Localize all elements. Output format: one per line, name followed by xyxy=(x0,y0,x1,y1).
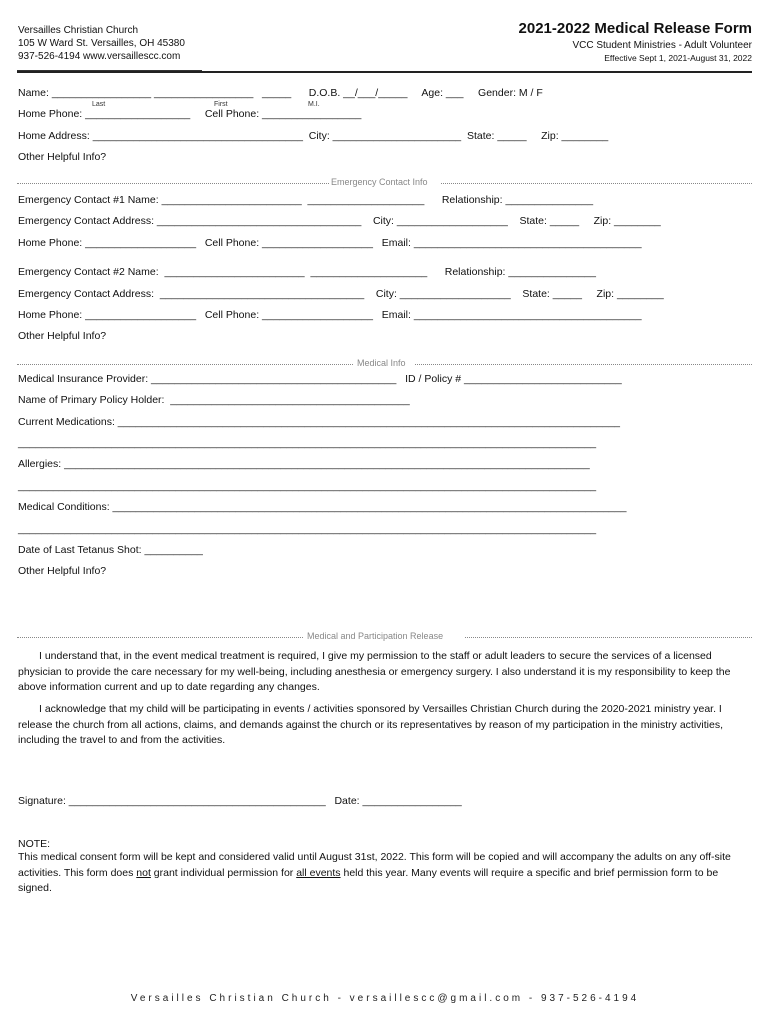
other-info-medical[interactable]: Other Helpful Info? xyxy=(18,565,107,577)
medications-line-2[interactable]: ___________________________________________________________________________________________________ xyxy=(18,437,597,449)
note-emphasis-all-events: all events xyxy=(296,866,341,879)
header-divider xyxy=(17,71,752,73)
org-contact: 937-526-4194 www.versaillescc.com xyxy=(18,51,181,62)
emergency1-phone-line[interactable]: Home Phone: ___________________ Cell Phone: ___________________ Email: _______________________________________ xyxy=(18,237,642,249)
conditions-line-2[interactable]: ___________________________________________________________________________________________________ xyxy=(18,523,597,535)
home-address-line[interactable]: Home Address: ____________________________________ City: ______________________ State: _____ Zip: ________ xyxy=(18,130,609,142)
section-label-medical: Medical Info xyxy=(357,358,406,368)
form-title: 2021-2022 Medical Release Form xyxy=(518,20,752,37)
effective-dates: Effective Sept 1, 2021-August 31, 2022 xyxy=(604,53,752,63)
section-label-release: Medical and Participation Release xyxy=(307,631,444,641)
emergency2-phone-line[interactable]: Home Phone: ___________________ Cell Phone: ___________________ Email: _______________________________________ xyxy=(18,309,642,321)
release-paragraph-2: I acknowledge that my child will be participating in events / activities sponsored by Versailles Christian Church during the 2020-2021 ministry year. I release the church from all actions, claims, and demands against the church or its representatives by reason of my participation in the ministry activities, including the travel to and from the activities. xyxy=(18,703,723,746)
note-emphasis-not: not xyxy=(136,866,151,879)
emergency2-address-line[interactable]: Emergency Contact Address: ___________________________________ City: ___________________ State: _____ Zip: ________ xyxy=(18,288,664,300)
allergies-line[interactable]: Allergies: __________________________________________________________________________________________ xyxy=(18,458,590,470)
other-info-emergency[interactable]: Other Helpful Info? xyxy=(18,330,107,342)
name-sublabel-first: First xyxy=(214,101,228,108)
footer-contact: Versailles Christian Church - versaillescc@gmail.com - 937-526-4194 xyxy=(130,993,640,1004)
phone-line[interactable]: Home Phone: __________________ Cell Phone: _________________ xyxy=(18,108,362,120)
name-line[interactable]: Name: _________________ _________________ _____ D.O.B. __/___/_____ Age: ___ Gender: M / F xyxy=(18,87,543,99)
emergency1-name-line[interactable]: Emergency Contact #1 Name: ________________________ ____________________ Relationship: _______________ xyxy=(18,194,594,206)
org-address: 105 W Ward St. Versailles, OH 45380 xyxy=(18,38,185,49)
release-paragraph-1: I understand that, in the event medical treatment is required, I give my permission to the staff or adult leaders to secure the services of a licensed physician to provide the care necessary for my well-being, including anesthesia or emergency surgery. I also understand it is my responsibility to keep the above information current and up to date regarding any changes. xyxy=(18,650,731,693)
section-divider-emergency xyxy=(17,177,752,189)
note-text: This medical consent form will be kept and considered valid until August 31st, 2022. This form will be copied and will accompany the adults on any off-site activities. This form does not grant individual permission for all events held this year. Many events will require a specific and brief permission form to be signed. xyxy=(18,851,731,894)
signature-line[interactable]: Signature: ____________________________________________ Date: _________________ xyxy=(18,795,462,807)
section-divider-release xyxy=(17,631,752,643)
emergency1-address-line[interactable]: Emergency Contact Address: ___________________________________ City: ___________________ State: _____ Zip: ________ xyxy=(18,215,661,227)
section-label-emergency: Emergency Contact Info xyxy=(331,177,428,187)
tetanus-line[interactable]: Date of Last Tetanus Shot: __________ xyxy=(18,544,203,556)
org-name: Versailles Christian Church xyxy=(18,25,139,36)
allergies-line-2[interactable]: ___________________________________________________________________________________________________ xyxy=(18,480,597,492)
emergency2-name-line[interactable]: Emergency Contact #2 Name: ________________________ ____________________ Relationship: _______________ xyxy=(18,266,596,278)
policy-holder-line[interactable]: Name of Primary Policy Holder: _________________________________________ xyxy=(18,394,410,406)
name-sublabel-last: Last xyxy=(92,101,106,108)
note-label: NOTE: xyxy=(18,838,51,850)
conditions-line[interactable]: Medical Conditions: ________________________________________________________________________________________ xyxy=(18,501,627,513)
other-info-personal[interactable]: Other Helpful Info? xyxy=(18,151,107,163)
name-sublabel-mi: M.I. xyxy=(308,101,320,108)
form-subtitle: VCC Student Ministries - Adult Volunteer xyxy=(572,40,752,51)
section-divider-medical xyxy=(17,358,752,370)
medications-line[interactable]: Current Medications: ______________________________________________________________________________________ xyxy=(18,416,620,428)
insurance-line[interactable]: Medical Insurance Provider: __________________________________________ ID / Policy # ___________________________ xyxy=(18,373,622,385)
